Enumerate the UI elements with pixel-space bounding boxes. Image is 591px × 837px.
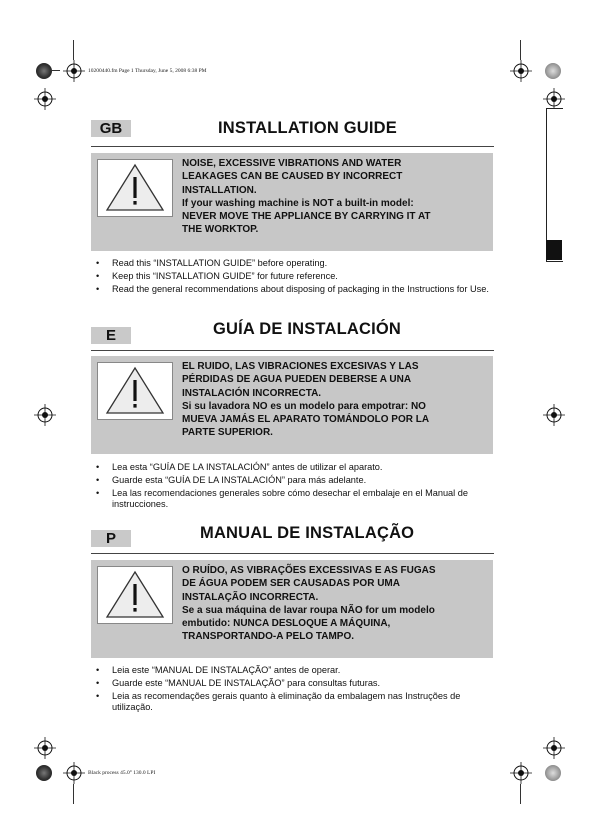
crop-mark xyxy=(520,784,521,804)
warning-line: If your washing machine is NOT a built-in model: xyxy=(182,197,414,209)
crosshair-icon xyxy=(543,404,565,426)
crosshair-icon xyxy=(510,60,532,82)
instruction-list xyxy=(104,258,496,296)
warning-line: PARTE SUPERIOR. xyxy=(182,427,273,439)
crosshair-icon xyxy=(543,88,565,110)
list-item: • Guarde este “MANUAL DE INSTALAÇÃO” para consultas futuras. xyxy=(104,678,496,689)
list-item: • Guarde esta “GUÍA DE LA INSTALACIÓN” para más adelante. xyxy=(104,475,496,486)
crop-mark xyxy=(520,40,521,60)
warning-line: LEAKAGES CAN BE CAUSED BY INCORRECT xyxy=(182,171,403,183)
registration-dot-bottom-left xyxy=(36,765,52,781)
section-title: INSTALLATION GUIDE xyxy=(218,119,397,137)
warning-box xyxy=(91,153,493,251)
warning-line: NOISE, EXCESSIVE VIBRATIONS AND WATER xyxy=(182,158,402,169)
list-item: • Lea esta “GUÍA DE LA INSTALACIÓN” antes de utilizar el aparato. xyxy=(104,462,496,473)
section-rule xyxy=(91,553,494,554)
slug-bottom: Black process 45.0° 130.0 LPI xyxy=(88,770,156,776)
language-code-badge: GB xyxy=(91,120,131,137)
language-code-badge: P xyxy=(91,530,131,547)
warning-line: EL RUIDO, LAS VIBRACIONES EXCESIVAS Y LAS xyxy=(182,361,419,372)
page-edge-tab-fill xyxy=(546,240,562,260)
warning-line: INSTALLATION. xyxy=(182,184,257,196)
warning-line: PÉRDIDAS DE AGUA PUEDEN DEBERSE A UNA xyxy=(182,374,412,386)
warning-triangle-icon xyxy=(97,159,173,217)
crosshair-icon xyxy=(63,60,85,82)
list-item: • Read this “INSTALLATION GUIDE” before operating. xyxy=(104,258,496,269)
language-code-badge: E xyxy=(91,327,131,344)
list-item: • Leia este “MANUAL DE INSTALAÇÃO” antes de operar. xyxy=(104,665,496,676)
crosshair-icon xyxy=(34,404,56,426)
warning-line: Si su lavadora NO es un modelo para empotrar: NO xyxy=(182,400,426,412)
crop-mark xyxy=(73,40,74,60)
crop-mark xyxy=(50,70,60,71)
instruction-list xyxy=(104,462,496,512)
warning-line: TRANSPORTANDO-A PELO TAMPO. xyxy=(182,631,355,643)
list-item: • Lea las recomendaciones generales sobre cómo desechar el embalaje en el Manual de instrucciones. xyxy=(104,488,496,511)
list-item: • Leia as recomendações gerais quanto à eliminação da embalagem nas Instruções de utilização. xyxy=(104,691,496,714)
section-title: MANUAL DE INSTALAÇÃO xyxy=(200,524,415,542)
registration-dot-top-left xyxy=(36,63,52,79)
crop-mark xyxy=(73,784,74,804)
warning-text xyxy=(182,360,487,440)
crosshair-icon xyxy=(34,737,56,759)
list-item: • Read the general recommendations about disposing of packaging in the Instructions for Use. xyxy=(104,284,496,295)
warning-line: THE WORKTOP. xyxy=(182,224,259,236)
warning-box xyxy=(91,560,493,658)
list-item: • Keep this “INSTALLATION GUIDE” for future reference. xyxy=(104,271,496,282)
crosshair-icon xyxy=(63,762,85,784)
warning-line: DE ÁGUA PODEM SER CAUSADAS POR UMA xyxy=(182,578,400,590)
warning-line: MUEVA JAMÁS EL APARATO TOMÁNDOLO POR LA xyxy=(182,414,430,426)
warning-text xyxy=(182,157,487,237)
warning-text xyxy=(182,564,487,644)
warning-line: NEVER MOVE THE APPLIANCE BY CARRYING IT AT xyxy=(182,211,431,223)
warning-box xyxy=(91,356,493,454)
warning-line: INSTALAÇÃO INCORRECTA. xyxy=(182,591,319,603)
instruction-list xyxy=(104,665,496,715)
crosshair-icon xyxy=(543,737,565,759)
warning-line: O RUÍDO, AS VIBRAÇÕES EXCESSIVAS E AS FUGAS xyxy=(182,565,436,576)
warning-triangle-icon xyxy=(97,566,173,624)
crosshair-icon xyxy=(34,88,56,110)
warning-triangle-icon xyxy=(97,362,173,420)
slug-top: 10200440.fm Page 1 Thursday, June 5, 2008 6:38 PM xyxy=(88,68,207,74)
crosshair-icon xyxy=(510,762,532,784)
section-rule xyxy=(91,350,494,351)
warning-line: INSTALACIÓN INCORRECTA. xyxy=(182,387,322,399)
registration-dot-top-right xyxy=(545,63,561,79)
warning-line: embutido: NUNCA DESLOQUE A MÁQUINA, xyxy=(182,618,391,630)
section-rule xyxy=(91,146,494,147)
warning-line: Se a sua máquina de lavar roupa NÃO for um modelo xyxy=(182,604,435,616)
page-edge-tab xyxy=(546,108,563,262)
registration-dot-bottom-right xyxy=(545,765,561,781)
section-title: GUÍA DE INSTALACIÓN xyxy=(213,320,402,338)
